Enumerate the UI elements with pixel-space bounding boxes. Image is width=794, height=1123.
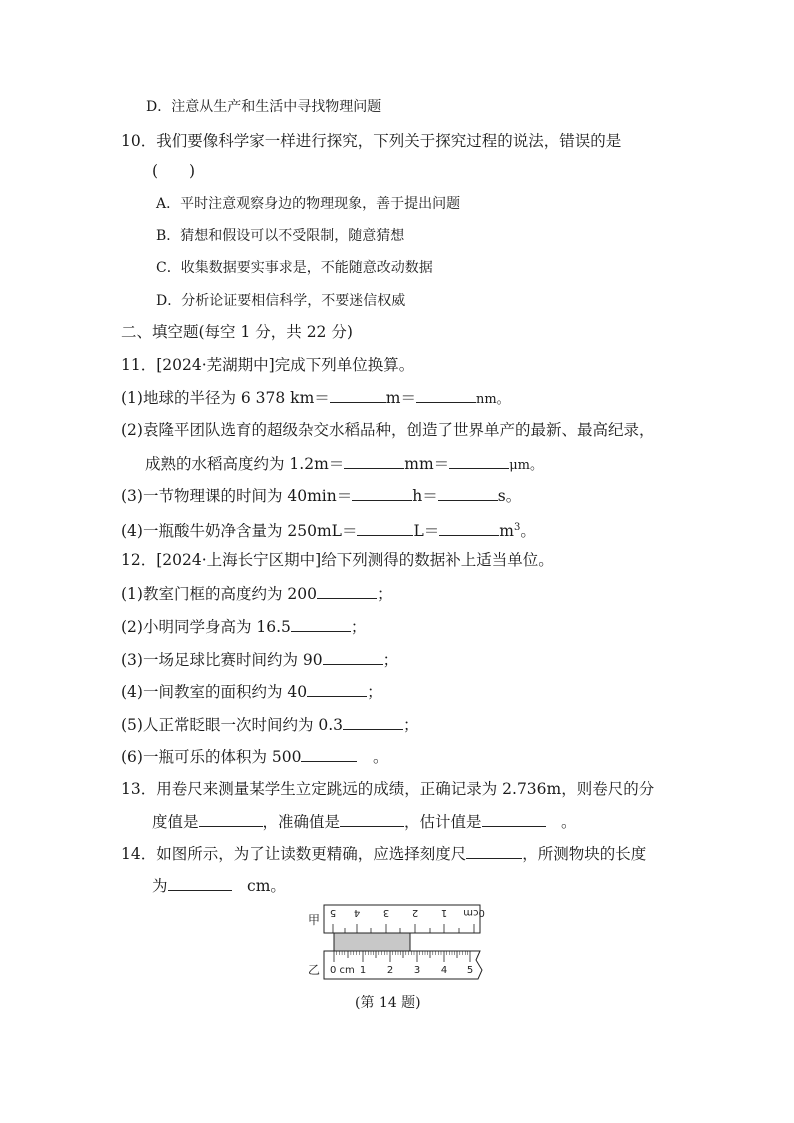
semicolon: ； bbox=[403, 716, 419, 734]
q11-part3-text: (3)一节物理课的时间为 40min＝ bbox=[121, 487, 353, 505]
q14-text: 14．如图所示，为了让读数更精确，应选择刻度尺 bbox=[121, 845, 467, 863]
answer-blank[interactable] bbox=[301, 745, 357, 762]
q10-option-c: C．收集数据要实事求是，不能随意改动数据 bbox=[156, 260, 433, 276]
ruler-jia bbox=[324, 905, 485, 933]
ruler-yi-label-0: 0 cm bbox=[330, 965, 355, 976]
q11-part4 bbox=[121, 517, 536, 542]
q13-estimated-label: ，估计值是 bbox=[404, 813, 482, 831]
q12-part4 bbox=[121, 680, 383, 703]
ruler-yi-label-5: 5 bbox=[466, 965, 474, 976]
q14-line1 bbox=[121, 842, 646, 865]
semicolon: ； bbox=[382, 651, 399, 669]
ruler-yi-label-2: 2 bbox=[386, 965, 394, 976]
q10-answer-paren: ( ) bbox=[152, 162, 196, 180]
q11-part4-unit-l: L＝ bbox=[413, 522, 440, 541]
answer-blank[interactable] bbox=[482, 810, 546, 827]
semicolon: ； bbox=[350, 618, 367, 636]
q12-part5 bbox=[121, 713, 419, 736]
answer-blank[interactable] bbox=[291, 615, 351, 632]
q13-line2 bbox=[152, 810, 577, 833]
ruler-yi-label-4: 4 bbox=[440, 965, 448, 976]
ruler-yi bbox=[324, 951, 482, 979]
q12-part2-text: (2)小明同学身高为 16.5 bbox=[121, 618, 291, 636]
section-2-title: 二、填空题(每空 1 分，共 22 分) bbox=[121, 323, 353, 341]
q11-part2-line1: (2)袁隆平团队选育的超级杂交水稻品种，创造了世界单产的最新、最高纪录， bbox=[121, 421, 655, 439]
q11-part4-exponent: 3 bbox=[513, 522, 521, 533]
answer-blank[interactable] bbox=[168, 874, 232, 891]
q11-part3-unit-s: s。 bbox=[497, 487, 522, 505]
semicolon: ； bbox=[376, 585, 393, 603]
ruler-jia-label-0: 0cm bbox=[463, 907, 485, 918]
q12-part3-text: (3)一场足球比赛时间约为 90 bbox=[121, 651, 323, 669]
ruler-jia-label-4: 4 bbox=[353, 907, 361, 918]
answer-blank[interactable] bbox=[317, 582, 377, 599]
q11-part1-text: (1)地球的半径为 6 378 km＝ bbox=[121, 389, 330, 407]
answer-blank[interactable] bbox=[343, 713, 403, 730]
q13-division-label: 度值是 bbox=[152, 813, 199, 831]
ruler-jia-label-1: 1 bbox=[440, 907, 448, 918]
q11-part4-end: 。 bbox=[520, 522, 536, 541]
answer-blank[interactable] bbox=[330, 386, 386, 403]
ruler-yi-label-1: 1 bbox=[359, 965, 367, 976]
answer-blank[interactable] bbox=[416, 386, 476, 403]
q12-part3 bbox=[121, 648, 398, 671]
answer-blank[interactable] bbox=[439, 519, 499, 536]
q12-stem: 12．[2024·上海长宁区期中]给下列测得的数据补上适当单位。 bbox=[121, 551, 554, 569]
answer-blank[interactable] bbox=[340, 810, 404, 827]
answer-blank[interactable] bbox=[352, 484, 412, 501]
answer-blank[interactable] bbox=[466, 842, 522, 859]
q13-accurate-label: ，准确值是 bbox=[262, 813, 341, 831]
q10-option-b: B．猜想和假设可以不受限制，随意猜想 bbox=[156, 228, 405, 244]
q12-part2 bbox=[121, 615, 366, 638]
q11-part2-unit-um: μm。 bbox=[509, 458, 543, 473]
q11-part1-unit-m: m＝ bbox=[385, 389, 416, 407]
q11-part2-unit-mm: mm＝ bbox=[404, 455, 450, 473]
q11-part4-text: (4)一瓶酸牛奶净含量为 250mL＝ bbox=[121, 522, 358, 541]
label-yi: 乙 bbox=[308, 963, 321, 977]
q12-part1 bbox=[121, 582, 392, 605]
q10-option-d: D．分析论证要相信科学，不要迷信权威 bbox=[156, 293, 406, 309]
q11-part1 bbox=[121, 386, 510, 411]
q13-end: 。 bbox=[545, 813, 577, 831]
q11-stem: 11．[2024·芜湖期中]完成下列单位换算。 bbox=[121, 356, 415, 374]
ruler-jia-label-2: 2 bbox=[411, 907, 419, 918]
q14-line2 bbox=[152, 874, 286, 897]
q11-part1-unit-nm: nm。 bbox=[475, 392, 510, 407]
ruler-yi-label-3: 3 bbox=[413, 965, 421, 976]
q11-part3-unit-h: h＝ bbox=[412, 487, 438, 505]
q12-part6-end: 。 bbox=[357, 748, 389, 766]
measured-block bbox=[334, 933, 410, 951]
q11-part4-unit-m3: m bbox=[499, 522, 514, 541]
q11-part3 bbox=[121, 484, 521, 507]
answer-blank[interactable] bbox=[199, 810, 263, 827]
q12-part6-text: (6)一瓶可乐的体积为 500 bbox=[121, 748, 302, 766]
q9-option-d: D．注意从生产和生活中寻找物理问题 bbox=[146, 99, 382, 115]
semicolon: ； bbox=[367, 683, 383, 701]
answer-blank[interactable] bbox=[307, 680, 367, 697]
q11-part2-text: 成熟的水稻高度约为 1.2m＝ bbox=[145, 455, 345, 473]
q14-text-2: ，所测物块的长度 bbox=[522, 845, 647, 863]
label-jia: 甲 bbox=[308, 913, 321, 927]
q10-stem: 10．我们要像科学家一样进行探究，下列关于探究过程的说法，错误的是 bbox=[121, 132, 622, 150]
q14-text-3: 为 bbox=[152, 877, 168, 895]
ruler-jia-label-5: 5 bbox=[329, 907, 337, 918]
q14-unit: cm。 bbox=[231, 877, 286, 895]
ruler-figure bbox=[300, 902, 500, 984]
q11-part2-line2 bbox=[145, 452, 543, 477]
q12-part6 bbox=[121, 745, 388, 768]
q12-part5-text: (5)人正常眨眼一次时间约为 0.3 bbox=[121, 716, 344, 734]
answer-blank[interactable] bbox=[344, 452, 404, 469]
ruler-jia-label-3: 3 bbox=[382, 907, 390, 918]
answer-blank[interactable] bbox=[323, 648, 383, 665]
q12-part1-text: (1)教室门框的高度约为 200 bbox=[121, 585, 317, 603]
q12-part4-text: (4)一间教室的面积约为 40 bbox=[121, 683, 308, 701]
figure-caption: (第 14 题) bbox=[355, 995, 421, 1011]
q10-option-a: A．平时注意观察身边的物理现象，善于提出问题 bbox=[156, 196, 461, 212]
answer-blank[interactable] bbox=[357, 519, 413, 536]
q13-line1: 13．用卷尺来测量某学生立定跳远的成绩，正确记录为 2.736m，则卷尺的分 bbox=[121, 780, 655, 798]
answer-blank[interactable] bbox=[449, 452, 509, 469]
answer-blank[interactable] bbox=[438, 484, 498, 501]
